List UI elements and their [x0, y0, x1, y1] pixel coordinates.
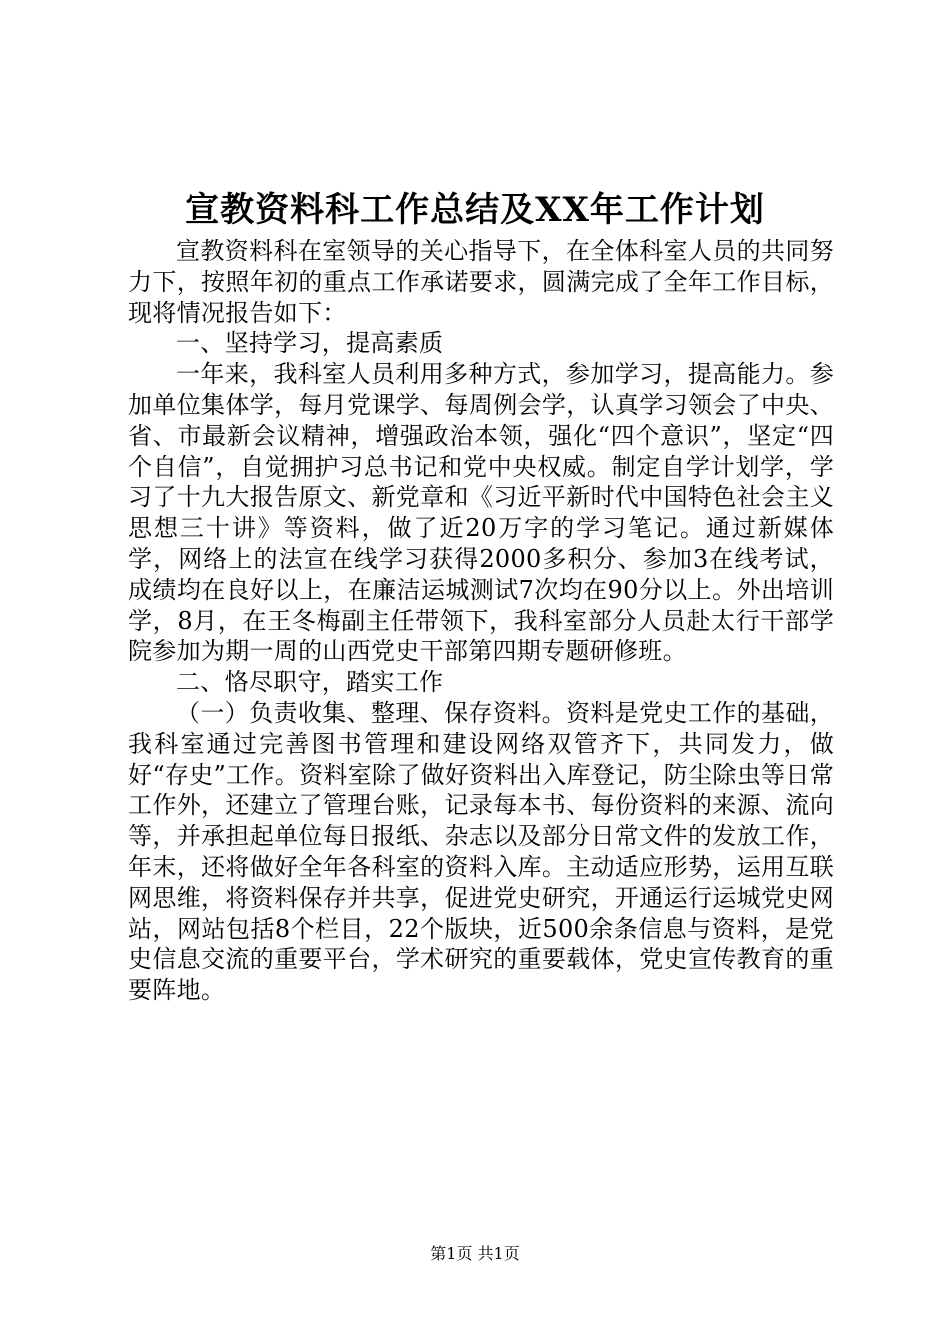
section-1-heading: 一、坚持学习，提高素质 — [176, 329, 444, 358]
intro-paragraph: 宣教资料科在室领导的关心指导下，在全体科室人员的共同努力下，按照年初的重点工作承诺要求，圆满完成了全年工作目标，现将情况报告如下： — [128, 237, 834, 327]
document-title: 宣教资料科工作总结及XX年工作计划 — [185, 190, 765, 230]
document-body — [128, 236, 834, 1006]
section-2-heading: 二、恪尽职守，踏实工作 — [176, 668, 444, 697]
section-1-paragraph: 一年来，我科室人员利用多种方式，参加学习，提高能力。参加单位集体学，每月党课学、每周例会学，认真学习领会了中央、省、市最新会议精神，增强政治本领，强化“四个意识”，坚定“四个自信”，自觉拥护习总书记和党中央权威。制定自学计划学，学习了十九大报告原文、新党章和《习近平新时代中国特色社会主义思想三十讲》等资料，做了近20万字的学习笔记。通过新媒体学，网络上的法宣在线学习获得2000多积分、参加3在线考试，成绩均在良好以上，在廉洁运城测试7次均在90分以上。外出培训学，8月，在王冬梅副主任带领下，我科室部分人员赴太行干部学院参加为期一周的山西党史干部第四期专题研修班。 — [128, 360, 834, 666]
section-2-paragraph: （一）负责收集、整理、保存资料。资料是党史工作的基础，我科室通过完善图书管理和建设网络双管齐下，共同发力，做好“存史”工作。资料室除了做好资料出入库登记，防尘除虫等日常工作外，还建立了管理台账，记录每本书、每份资料的来源、流向等，并承担起单位每日报纸、杂志以及部分日常文件的发放工作，年末，还将做好全年各科室的资料入库。主动适应形势，运用互联网思维，将资料保存并共享，促进党史研究，开通运行运城党史网站，网站包括8个栏目，22个版块，近500余条信息与资料，是党史信息交流的重要平台，学术研究的重要载体，党史宣传教育的重要阵地。 — [128, 698, 834, 1005]
page-footer: 第1页 共1页 — [430, 1244, 520, 1263]
